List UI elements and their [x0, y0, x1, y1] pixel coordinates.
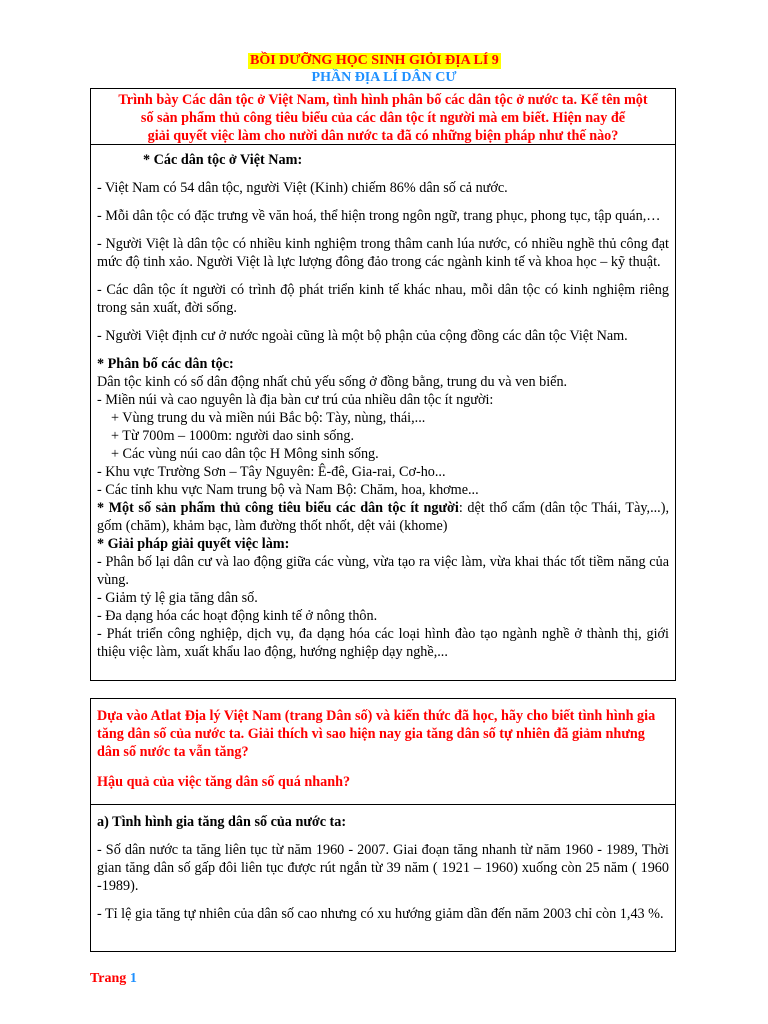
question-consequences: Hậu quả của việc tăng dân số quá nhanh?	[97, 774, 351, 790]
section-2-answer	[91, 805, 675, 923]
page-label: Trang	[90, 971, 130, 986]
solution-point: - Phát triển công nghiệp, dịch vụ, đa dạng hóa các loại hình đào tạo ngành nghề ở thành thị, giới thiệu việc làm, xuất khẩu lao động, hướng nghiệp dạy nghề,...	[97, 626, 669, 660]
page-number: 1	[129, 971, 137, 986]
ethnic-point: - Người Việt là dân tộc có nhiều kinh nghiệm trong thâm canh lúa nước, có nhiều nghề thủ công đạt mức độ tinh xảo. Người Việt là lực lượng đông đảo trong các ngành kinh tế và khoa học – kỹ thuật.	[97, 236, 669, 270]
section-2-table	[90, 698, 676, 952]
question-line: giải quyết việc làm cho nười dân nước ta đã có những biện pháp như thế nào?	[147, 128, 619, 144]
page-footer	[90, 971, 137, 987]
ethnic-point: - Người Việt định cư ở nước ngoài cũng là một bộ phận của cộng đồng các dân tộc Việt Nam.	[97, 328, 628, 344]
distribution-point: - Miền núi và cao nguyên là địa bàn cư trú của nhiều dân tộc ít người:	[97, 392, 494, 408]
growth-point: - Tỉ lệ gia tăng tự nhiên của dân số cao nhưng có xu hướng giảm dần đến năm 2003 chỉ còn 1,43 %.	[97, 906, 664, 922]
distribution-point: - Các tỉnh khu vực Nam trung bộ và Nam Bộ: Chăm, hoa, khơme...	[97, 482, 479, 498]
handicraft-list: : dệt thổ cẩm (dân tộc Thái, Tày,...), gốm (chăm), khảm bạc, làm đường thốt nhốt, dệt vải (khome)	[97, 500, 669, 534]
ethnic-point: - Mỗi dân tộc có đặc trưng về văn hoá, thể hiện trong ngôn ngữ, trang phục, phong tục, tập quán,…	[97, 208, 661, 224]
handicraft-products	[97, 499, 669, 535]
section-1-question	[91, 89, 675, 145]
solution-point: - Giảm tỷ lệ gia tăng dân số.	[97, 590, 258, 606]
section-1-answer	[91, 145, 675, 661]
solution-point: - Phân bố lại dân cư và lao động giữa các vùng, vừa tạo ra việc làm, vừa khai thác tốt tiềm năng của vùng.	[97, 554, 669, 588]
question-line: Trình bày Các dân tộc ở Việt Nam, tình hình phân bố các dân tộc ở nước ta. Kể tên một	[118, 92, 648, 108]
heading-ethnic-groups: * Các dân tộc ở Việt Nam:	[143, 152, 303, 168]
section-2-question	[91, 699, 675, 805]
heading-distribution: * Phân bố các dân tộc:	[97, 356, 234, 372]
heading-solutions: * Giải pháp giải quyết việc làm:	[97, 536, 290, 552]
solution-point: - Đa dạng hóa các hoạt động kinh tế ở nông thôn.	[97, 608, 378, 624]
distribution-sub-point: + Vùng trung du và miền núi Bắc bộ: Tày, nùng, thái,...	[111, 410, 426, 426]
ethnic-point: - Việt Nam có 54 dân tộc, người Việt (Kinh) chiếm 86% dân số cả nước.	[97, 180, 508, 196]
growth-point: - Số dân nước ta tăng liên tục từ năm 1960 - 2007. Giai đoạn tăng nhanh từ năm 1960 - 1989, Thời gian tăng dân số gấp đôi liên tục được rút ngắn từ 39 năm ( 1921 – 1960) xuống còn 25 năm ( 1960 -1989).	[97, 842, 669, 894]
question-line: số sản phẩm thủ công tiêu biểu của các dân tộc ít người mà em biết. Hiện nay để	[140, 110, 626, 126]
ethnic-point: - Các dân tộc ít người có trình độ phát triển kinh tế khác nhau, mỗi dân tộc có kinh nghiệm riêng trong sản xuất, đời sống.	[97, 282, 669, 316]
heading-handicraft: * Một số sản phẩm thủ công tiêu biểu các dân tộc ít người	[97, 500, 459, 516]
distribution-sub-point: + Từ 700m – 1000m: người dao sinh sống.	[111, 428, 355, 444]
distribution-sub-point: + Các vùng núi cao dân tộc H Mông sinh sống.	[111, 446, 379, 462]
distribution-point: Dân tộc kinh có số dân động nhất chủ yếu sống ở đồng bằng, trung du và ven biển.	[97, 374, 568, 390]
distribution-point: - Khu vực Trường Sơn – Tây Nguyên: Ê-đê, Gia-rai, Cơ-ho...	[97, 464, 446, 480]
document-title: BỒI DƯỠNG HỌC SINH GIỎI ĐỊA LÍ 9	[250, 53, 499, 68]
question-text: Dựa vào Atlat Địa lý Việt Nam (trang Dân số) và kiến thức đã học, hãy cho biết tình hình gia tăng dân số của nước ta. Giải thích vì sao hiện nay gia tăng dân số tự nhiên đã giảm nhưng dân số nước ta vẫn tăng?	[97, 708, 656, 760]
document-subtitle: PHẦN ĐỊA LÍ DÂN CƯ	[311, 70, 457, 85]
section-1-table	[90, 88, 676, 681]
heading-growth: a) Tình hình gia tăng dân số của nước ta:	[97, 814, 347, 830]
